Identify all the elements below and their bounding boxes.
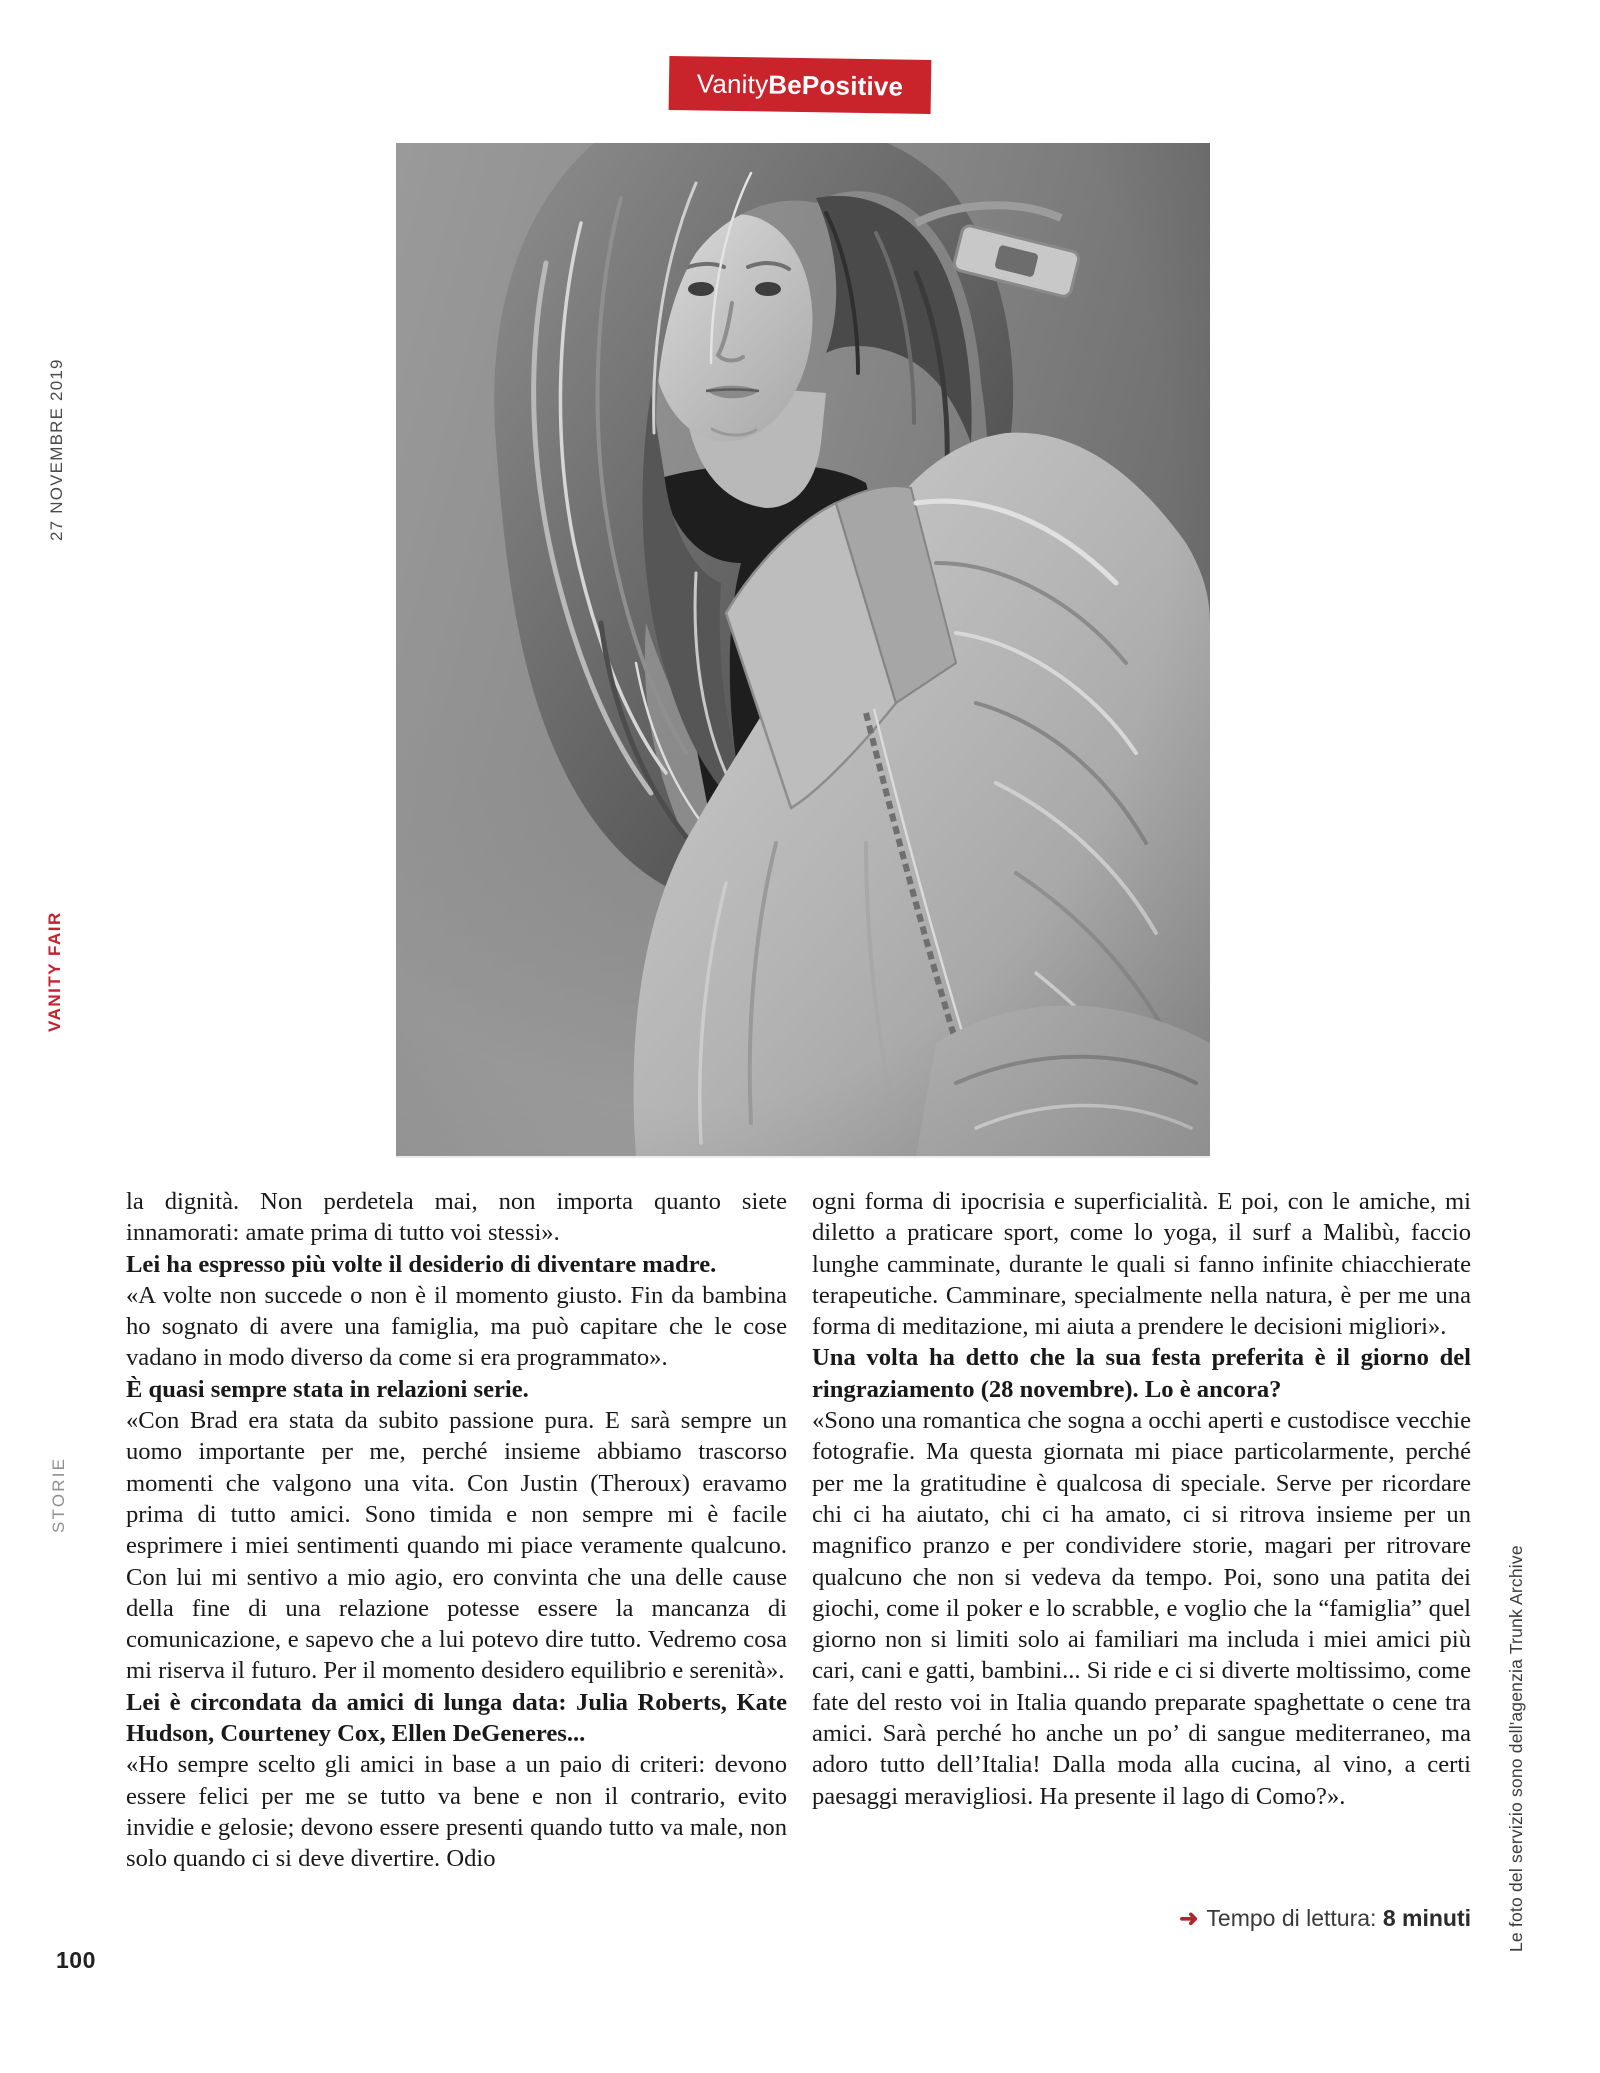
article-column-left <box>126 1186 787 1875</box>
interview-answer: «Ho sempre scelto gli amici in base a un paio di criteri: devono essere felici per me se tutto va bene e non il contrario, evito invidie e gelosie; devono essere presenti quando tutto va male, non solo quando ci si deve divertire. Odio <box>126 1751 787 1873</box>
reading-time-value: 8 minuti <box>1382 1905 1471 1931</box>
interview-question: Una volta ha detto che la sua festa preferita è il giorno del ringraziamento (28 novembre). Lo è ancora? <box>812 1344 1471 1403</box>
section-badge <box>669 56 932 114</box>
badge-section-label: BePositive <box>768 69 904 102</box>
portrait-photo <box>396 143 1210 1156</box>
issue-date-vertical: 27 NOVEMBRE 2019 <box>47 358 66 541</box>
interview-question: Lei è circondata da amici di lunga data: Julia Roberts, Kate Hudson, Courteney Cox, Ellen DeGeneres... <box>126 1688 787 1748</box>
interview-answer: ogni forma di ipocrisia e superficialità. E poi, con le amiche, mi diletto a praticare sport, come lo yoga, il surf a Malibù, faccio lunghe camminate, durante le quali si fanno infinite chiacchierate terapeutiche. Camminare, specialmente nella natura, è per me una forma di meditazione, mi aiuta a prendere le decisioni migliori». <box>812 1188 1471 1341</box>
photo-credit-vertical: Le foto del servizio sono dell'agenzia Trunk Archive <box>1506 1545 1526 1952</box>
reading-time-arrow-icon: ➜ <box>1179 1905 1199 1931</box>
article-column-right <box>812 1186 1471 1812</box>
badge-brand-label: Vanity <box>696 67 769 100</box>
reading-time <box>812 1905 1471 1932</box>
magazine-name-vertical: VANITY FAIR <box>45 911 64 1032</box>
interview-answer: la dignità. Non perdetela mai, non importa quanto siete innamorati: amate prima di tutto voi stessi». <box>126 1188 787 1247</box>
interview-answer: «A volte non succede o non è il momento giusto. Fin da bambina ho sognato di avere una famiglia, ma può capitare che le cose vadano in modo diverso da come si era programmato». <box>126 1281 787 1372</box>
interview-question: È quasi sempre stata in relazioni serie. <box>126 1375 529 1403</box>
interview-answer: «Sono una romantica che sogna a occhi aperti e custodisce vecchie fotografie. Ma questa giornata mi piace particolarmente, perché per me la gratitudine è qualcosa di speciale. Serve per ricordare chi ci ha aiutato, chi ci ha amato, ci si ritrova insieme per un magnifico pranzo e per condividere storie, magari per ritrovare qualcuno che non si vedeva da tempo. Poi, sono una patita dei giochi, come il poker e lo scrabble, e voglio che la “famiglia” quel giorno non si limiti solo ai familiari ma includa i miei amici più cari, cani e gatti, bambini... Si ride e ci si diverte moltissimo, come fate del resto voi in Italia quando preparate spaghettate o cene tra amici. Sarà perché ho anche un po’ di sangue mediterraneo, ma adoro tutto dell’Italia! Dalla moda alla cucina, al vino, a certi paesaggi meravigliosi. Ha presente il lago di Como?». <box>812 1407 1471 1810</box>
portrait-photo-graphic <box>396 143 1210 1156</box>
rubric-vertical: STORIE <box>49 1456 68 1533</box>
reading-time-label: Tempo di lettura: <box>1206 1905 1383 1931</box>
page-number: 100 <box>56 1947 96 1973</box>
interview-answer: «Con Brad era stata da subito passione pura. E sarà sempre un uomo importante per me, perché insieme abbiamo trascorso momenti che valgono una vita. Con Justin (Theroux) eravamo prima di tutto amici. Sono timida e non sempre mi è facile esprimere i miei sentimenti quando mi piace veramente qualcuno. Con lui mi sentivo a mio agio, ero convinta che una delle cause della fine di una relazione potesse essere la mancanza di comunicazione, e sapevo che a lui potevo dire tutto. Vedremo cosa mi riserva il futuro. Per il momento desidero equilibrio e serenità». <box>126 1407 787 1685</box>
interview-question: Lei ha espresso più volte il desiderio di diventare madre. <box>126 1250 717 1278</box>
